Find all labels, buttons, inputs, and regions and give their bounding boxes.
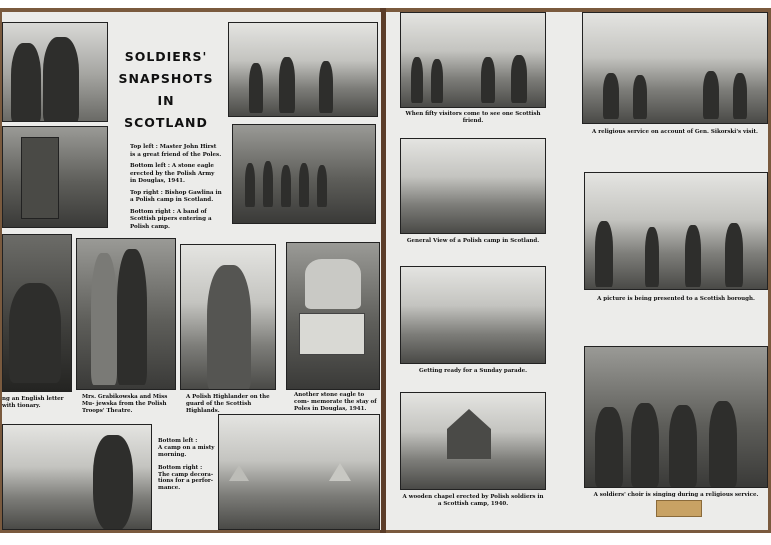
magazine-spread: [0, 8, 771, 533]
caption-choir: A soldiers' choir is singing during a religious service.: [593, 492, 759, 498]
caption-line: The camp decora- tions for a perfor- mance.: [158, 471, 214, 492]
caption-service: A religious service on account of Gen. Sikorski's visit.: [592, 129, 758, 135]
photo-camp-decorations: [218, 414, 380, 530]
photo-actresses: [76, 238, 176, 390]
caption-eagle-2: Another stone eagle to com- memorate the stay of Poles in Douglas, 1941.: [294, 392, 377, 412]
caption-bottom-right: Bottom right : A band of Scottish pipers entering a Polish camp.: [130, 208, 212, 230]
caption-actresses: Mrs. Grabikowska and Miss Mu- jewska from the Polish Troops' Theatre.: [82, 394, 168, 414]
photo-stone-eagle-2: [286, 242, 380, 390]
page-title: [110, 46, 222, 134]
right-page: [386, 12, 768, 530]
photo-scottish-pipers: [232, 124, 376, 224]
photo-boy-with-soldier: [2, 22, 108, 122]
title-captions: [130, 144, 222, 235]
caption-line: Bottom left :: [158, 438, 198, 444]
photo-stone-eagle: [2, 126, 108, 228]
photo-bishop-gawlina: [228, 22, 378, 117]
caption-bottom-block: [158, 438, 216, 492]
caption-parade: Getting ready for a Sunday parade.: [419, 368, 527, 374]
caption-bottom-left: Bottom left : A stone eagle erected by the Polish Army in Douglas, 1941.: [130, 163, 215, 185]
photo-wooden-chapel: [400, 392, 546, 490]
left-page: [2, 12, 381, 530]
caption-top-right: Top right : Bishop Gawlina in a Polish camp in Scotland.: [130, 189, 222, 204]
caption-line: A camp on a misty morning.: [158, 444, 215, 458]
photo-general-view: [400, 138, 546, 234]
caption-line: Bottom right :: [158, 464, 203, 471]
title-line: IN: [157, 92, 175, 108]
title-line: SCOTLAND: [124, 114, 208, 130]
photo-religious-service: [582, 12, 768, 124]
caption-general-view: General View of a Polish camp in Scotland.: [406, 238, 540, 244]
photo-sunday-parade: [400, 266, 546, 364]
caption-letter: ng an English letter with tionary.: [2, 396, 64, 409]
photo-soldiers-choir: [584, 346, 768, 488]
caption-top-left: Top left : Master John Hirst is a great friend of the Poles.: [130, 144, 222, 158]
caption-highlander: A Polish Highlander on the guard of the Scottish Highlands.: [186, 394, 270, 414]
photo-visitors: [400, 12, 546, 108]
caption-visitors: When fifty visitors come to see one Scottish friend.: [405, 111, 541, 124]
photo-picture-presented: [584, 172, 768, 290]
caption-picture: A picture is being presented to a Scottish borough.: [597, 296, 755, 302]
caption-chapel: A wooden chapel erected by Polish soldiers in a Scottish camp, 1940.: [402, 494, 544, 507]
title-line: SNAPSHOTS: [118, 70, 214, 86]
tape-sticker: [656, 500, 702, 517]
title-line: SOLDIERS': [124, 49, 208, 64]
photo-misty-camp: [2, 424, 152, 530]
photo-polish-highlander: [180, 244, 276, 390]
photo-english-letter: [2, 234, 72, 392]
